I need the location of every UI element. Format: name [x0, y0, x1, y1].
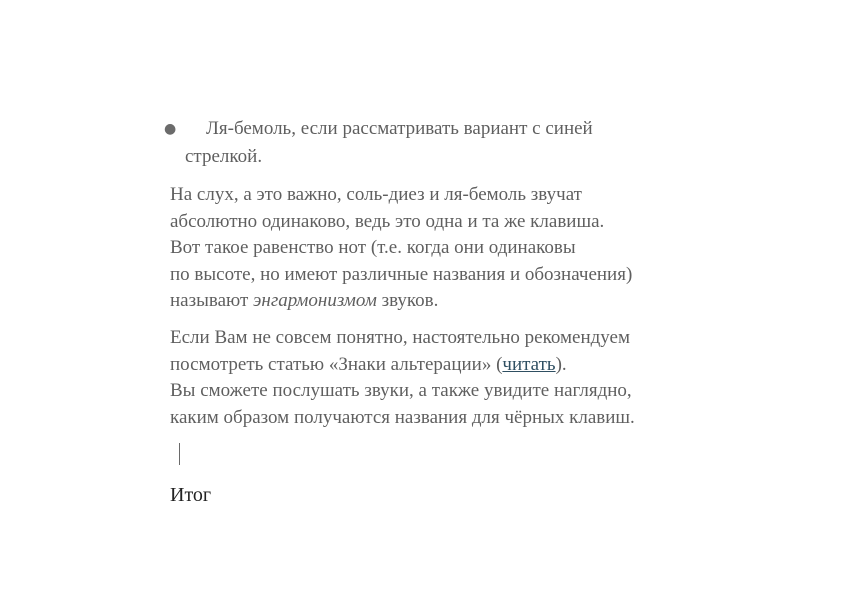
paragraph1-line-1: На слух, а это важно, соль-диез и ля-бемоль звучат [170, 184, 582, 205]
paragraph2-line-2-after: ). [555, 353, 567, 375]
paragraph-enharmonic [170, 182, 730, 315]
paragraph1-line-2: абсолютно одинаково, ведь это одна и та же клавиша. [170, 210, 605, 232]
enharmonism-term: энгармонизмом [253, 290, 377, 311]
paragraph2-line-2-before: посмотреть статью «Знаки альтерации» ( [170, 353, 503, 375]
bullet-line-1: Ля-бемоль, если рассматривать вариант с синей [206, 118, 593, 139]
paragraph2-line-2 [170, 352, 730, 379]
bullet-list-item [164, 115, 704, 171]
paragraph2-line-3: Вы сможете послушать звуки, а также увидите наглядно, [170, 380, 632, 401]
section-heading-summary: Итог [170, 484, 212, 506]
bullet-line-2: стрелкой. [185, 146, 263, 167]
bullet-text [164, 115, 704, 171]
text-cursor [179, 443, 180, 465]
paragraph1-line-5-after: звуков. [376, 290, 439, 311]
paragraph1-line-4: по высоте, но имеют различные названия и обозначения) [170, 263, 633, 285]
paragraph1-line-5 [170, 288, 730, 315]
paragraph1-line-3: Вот такое равенство нот (т.е. когда они одинаковы [170, 237, 576, 258]
paragraph1-line-5-before: называют [170, 290, 254, 311]
read-article-link[interactable]: читать [502, 353, 556, 375]
paragraph-recommendation [170, 325, 730, 431]
paragraph2-line-1: Если Вам не совсем понятно, настоятельно рекомендуем [170, 327, 630, 348]
paragraph2-line-4: каким образом получаются названия для чёрных клавиш. [170, 406, 635, 428]
bullet-dot-icon: ● [164, 121, 177, 137]
